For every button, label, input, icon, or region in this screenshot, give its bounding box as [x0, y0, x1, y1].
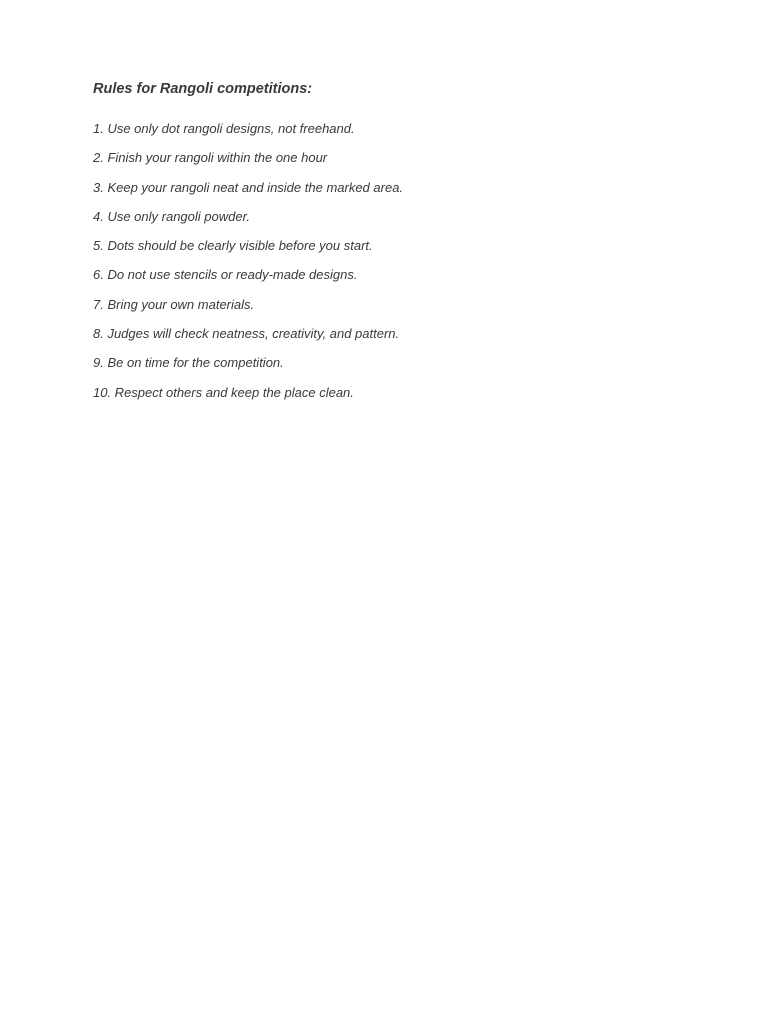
rule-item-8: 8. Judges will check neatness, creativity, and pattern. — [93, 326, 400, 342]
rule-item-7: 7. Bring your own materials. — [93, 296, 255, 312]
rule-item-5: 5. Dots should be clearly visible before you start. — [93, 238, 373, 254]
rule-item-4: 4. Use only rangoli powder. — [93, 208, 251, 224]
rule-item-2: 2. Finish your rangoli within the one hour — [93, 150, 328, 166]
rule-item-10: 10. Respect others and keep the place clean. — [93, 384, 354, 400]
rule-item-1: 1. Use only dot rangoli designs, not freehand. — [93, 121, 355, 136]
document-body — [93, 79, 693, 400]
rules-list — [93, 119, 403, 412]
rule-item-6: 6. Do not use stencils or ready-made designs. — [93, 267, 358, 283]
document-title: Rules for Rangoli competitions: — [93, 81, 313, 97]
rule-item-3: 3. Keep your rangoli neat and inside the marked area. — [93, 179, 404, 195]
rule-item-9: 9. Be on time for the competition. — [93, 355, 284, 371]
